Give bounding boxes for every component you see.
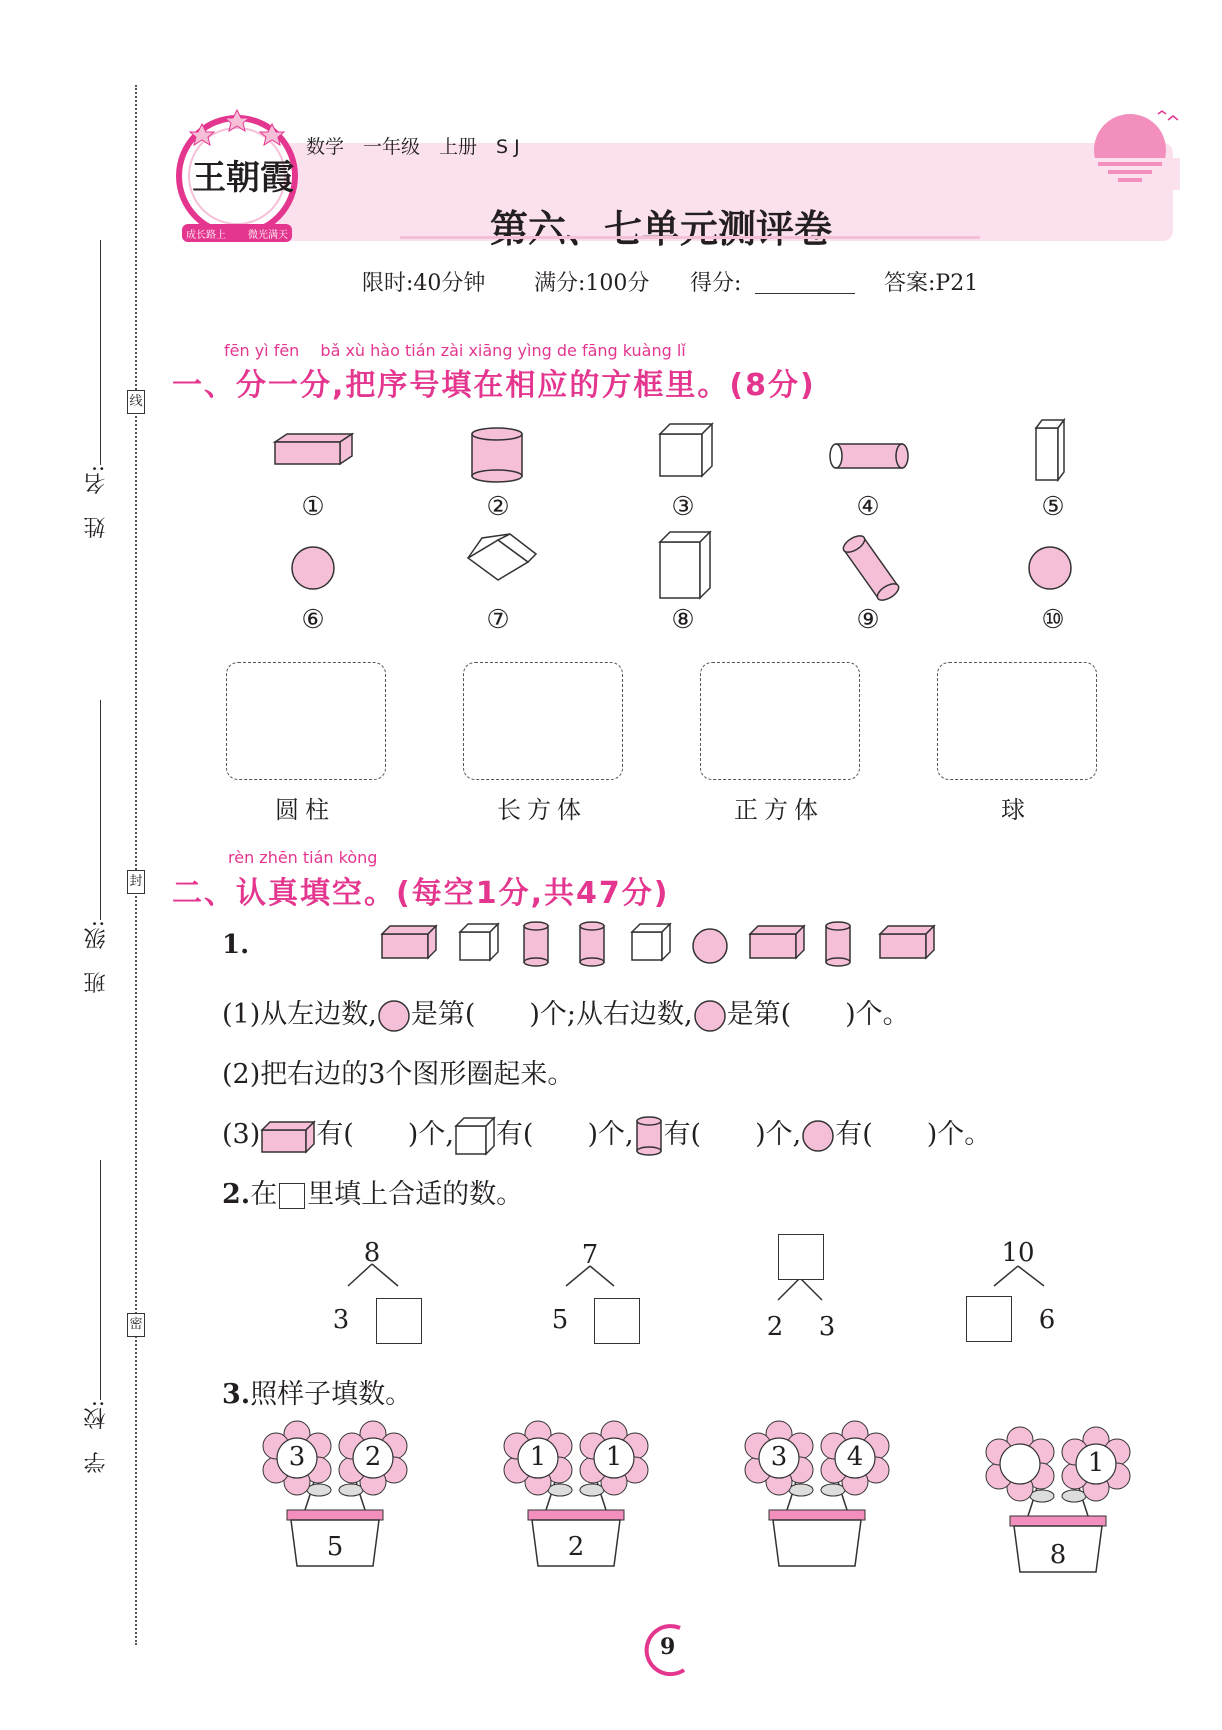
shape-9-cylinder (841, 533, 902, 604)
q1-sub3-part-e[interactable]: 有( )个。 (835, 1119, 992, 1150)
shape-number-8: ⑧ (671, 605, 695, 635)
tree4-right: 6 (1038, 1305, 1056, 1335)
square-icon (279, 1183, 305, 1209)
shape-number-4: ④ (856, 492, 880, 522)
subject-line: 数学 一年级 上册 S J (306, 136, 520, 158)
q1-number: 1. (222, 930, 250, 960)
pot4-total: 8 (1049, 1540, 1067, 1570)
page-number: 9 (660, 1634, 676, 1660)
section1-pinyin: fēn yì fēn bǎ xù hào tián zài xiāng yìng de fāng kuàng lǐ (224, 341, 686, 360)
pot3-left: 3 (770, 1442, 788, 1472)
tree1-left: 3 (332, 1305, 350, 1335)
q2-text-a: 在 (250, 1179, 278, 1210)
shape-4-cylinder (830, 444, 908, 468)
section2-title: 二、认真填空。(每空1分,共47分) (172, 876, 670, 911)
binding-mark-line: 线 (127, 390, 145, 414)
answer-box-cube[interactable] (700, 662, 860, 780)
shape-2-cylinder (472, 428, 522, 482)
sphere-icon (693, 999, 727, 1033)
q1-sub3 (222, 1112, 991, 1157)
tree2-answer-box[interactable] (594, 1298, 640, 1344)
section2-pinyin: rèn zhēn tián kòng (228, 848, 378, 867)
q1-sub1-part-c[interactable]: 是第( )个。 (726, 999, 910, 1030)
shape-1-cuboid (275, 434, 352, 464)
tree1-top: 8 (363, 1238, 381, 1268)
q1-sub3-part-d[interactable]: 有( )个, (663, 1119, 802, 1150)
binding-mark-seal: 封 (127, 870, 145, 894)
q1-sub3-part-b[interactable]: 有( )个, (316, 1119, 454, 1150)
shape-6-sphere (292, 547, 334, 589)
tree3-left: 2 (766, 1312, 784, 1342)
meta-full: 满分:100分 (534, 271, 650, 296)
shape-number-9: ⑨ (856, 605, 880, 635)
tree4-answer-box[interactable] (966, 1296, 1012, 1342)
binding-mark-seal-2: 密 (127, 1313, 145, 1337)
logo-slogan-left: 成长路上 (186, 230, 226, 241)
shape-number-1: ① (301, 492, 325, 522)
tree3-right: 3 (818, 1312, 836, 1342)
q1-sub3-part-a: (3) (222, 1119, 261, 1150)
shape-number-7: ⑦ (486, 605, 510, 635)
q1-sub1-part-b[interactable]: 是第( )个;从右边数, (410, 999, 693, 1030)
shape-3-cube (660, 424, 712, 476)
tree1-answer-box[interactable] (376, 1298, 422, 1344)
shape-5-cuboid (1036, 420, 1064, 480)
q3-number: 3. (222, 1379, 251, 1410)
answer-box-sphere[interactable] (937, 662, 1097, 780)
category-cylinder: 圆柱 (275, 796, 335, 824)
q3-prompt (222, 1372, 412, 1411)
pot1-left: 3 (288, 1442, 306, 1472)
logo-slogan-right: 微光满天 (248, 230, 288, 241)
tree2-top: 7 (581, 1240, 599, 1270)
q1-sub2: (2)把右边的3个图形圈起来。 (222, 1059, 575, 1090)
tree3-answer-box[interactable] (778, 1234, 824, 1280)
q1-shape-row (380, 920, 940, 970)
pot2-total: 2 (567, 1532, 585, 1562)
category-cuboid: 长方体 (497, 796, 587, 824)
sphere-icon (801, 1119, 835, 1153)
q2-text-b: 里填上合适的数。 (307, 1179, 524, 1210)
pot1-right: 2 (364, 1442, 382, 1472)
cylinder-icon (634, 1115, 664, 1157)
q3-text: 照样子填数。 (250, 1379, 413, 1410)
pot1-total: 5 (326, 1532, 344, 1562)
title-underline (400, 236, 980, 239)
sphere-icon (377, 999, 411, 1033)
cuboid-icon (260, 1118, 316, 1154)
category-cube: 正方体 (734, 796, 824, 824)
q2-prompt (222, 1172, 523, 1211)
school-label: 学 校: (84, 1400, 109, 1474)
pot3-right[interactable]: 4 (846, 1442, 864, 1472)
q2-number: 2. (222, 1179, 251, 1210)
shape-number-10: ⑩ (1041, 605, 1065, 635)
pot2-left: 1 (529, 1442, 547, 1472)
logo-text: 王朝霞 (192, 158, 294, 198)
name-label: 姓 名: (84, 465, 109, 539)
score-field[interactable] (755, 293, 855, 294)
meta-time: 限时:40分钟 (362, 271, 486, 296)
meta-answer: 答案:P21 (884, 271, 979, 296)
shape-number-5: ⑤ (1041, 492, 1065, 522)
answer-box-cylinder[interactable] (226, 662, 386, 780)
tree2-left: 5 (551, 1305, 569, 1335)
page-title: 第六、七单元测评卷 (490, 207, 833, 251)
pot4-right: 1 (1087, 1448, 1105, 1478)
q1-sub1-part-a: (1)从左边数, (222, 999, 377, 1030)
section1-title: 一、分一分,把序号填在相应的方框里。(8分) (172, 368, 816, 403)
tree4-top: 10 (1001, 1238, 1035, 1268)
q1-sub1 (222, 992, 910, 1033)
class-label: 班 级: (84, 920, 109, 994)
shape-number-2: ② (486, 492, 510, 522)
pot2-right: 1 (605, 1442, 623, 1472)
class-field[interactable] (100, 700, 101, 920)
shape-10-sphere (1029, 547, 1071, 589)
answer-box-cuboid[interactable] (463, 662, 623, 780)
category-sphere: 球 (1001, 796, 1031, 824)
shape-8-cuboid (660, 532, 710, 598)
sun-decoration (1080, 100, 1180, 190)
shape-number-3: ③ (671, 492, 695, 522)
shape-7-cube (468, 534, 536, 580)
shape-number-6: ⑥ (301, 605, 325, 635)
cube-icon (454, 1116, 496, 1156)
meta-score: 得分: (690, 271, 742, 296)
binding-dotted-line (135, 85, 137, 1645)
q1-sub3-part-c[interactable]: 有( )个, (495, 1119, 634, 1150)
